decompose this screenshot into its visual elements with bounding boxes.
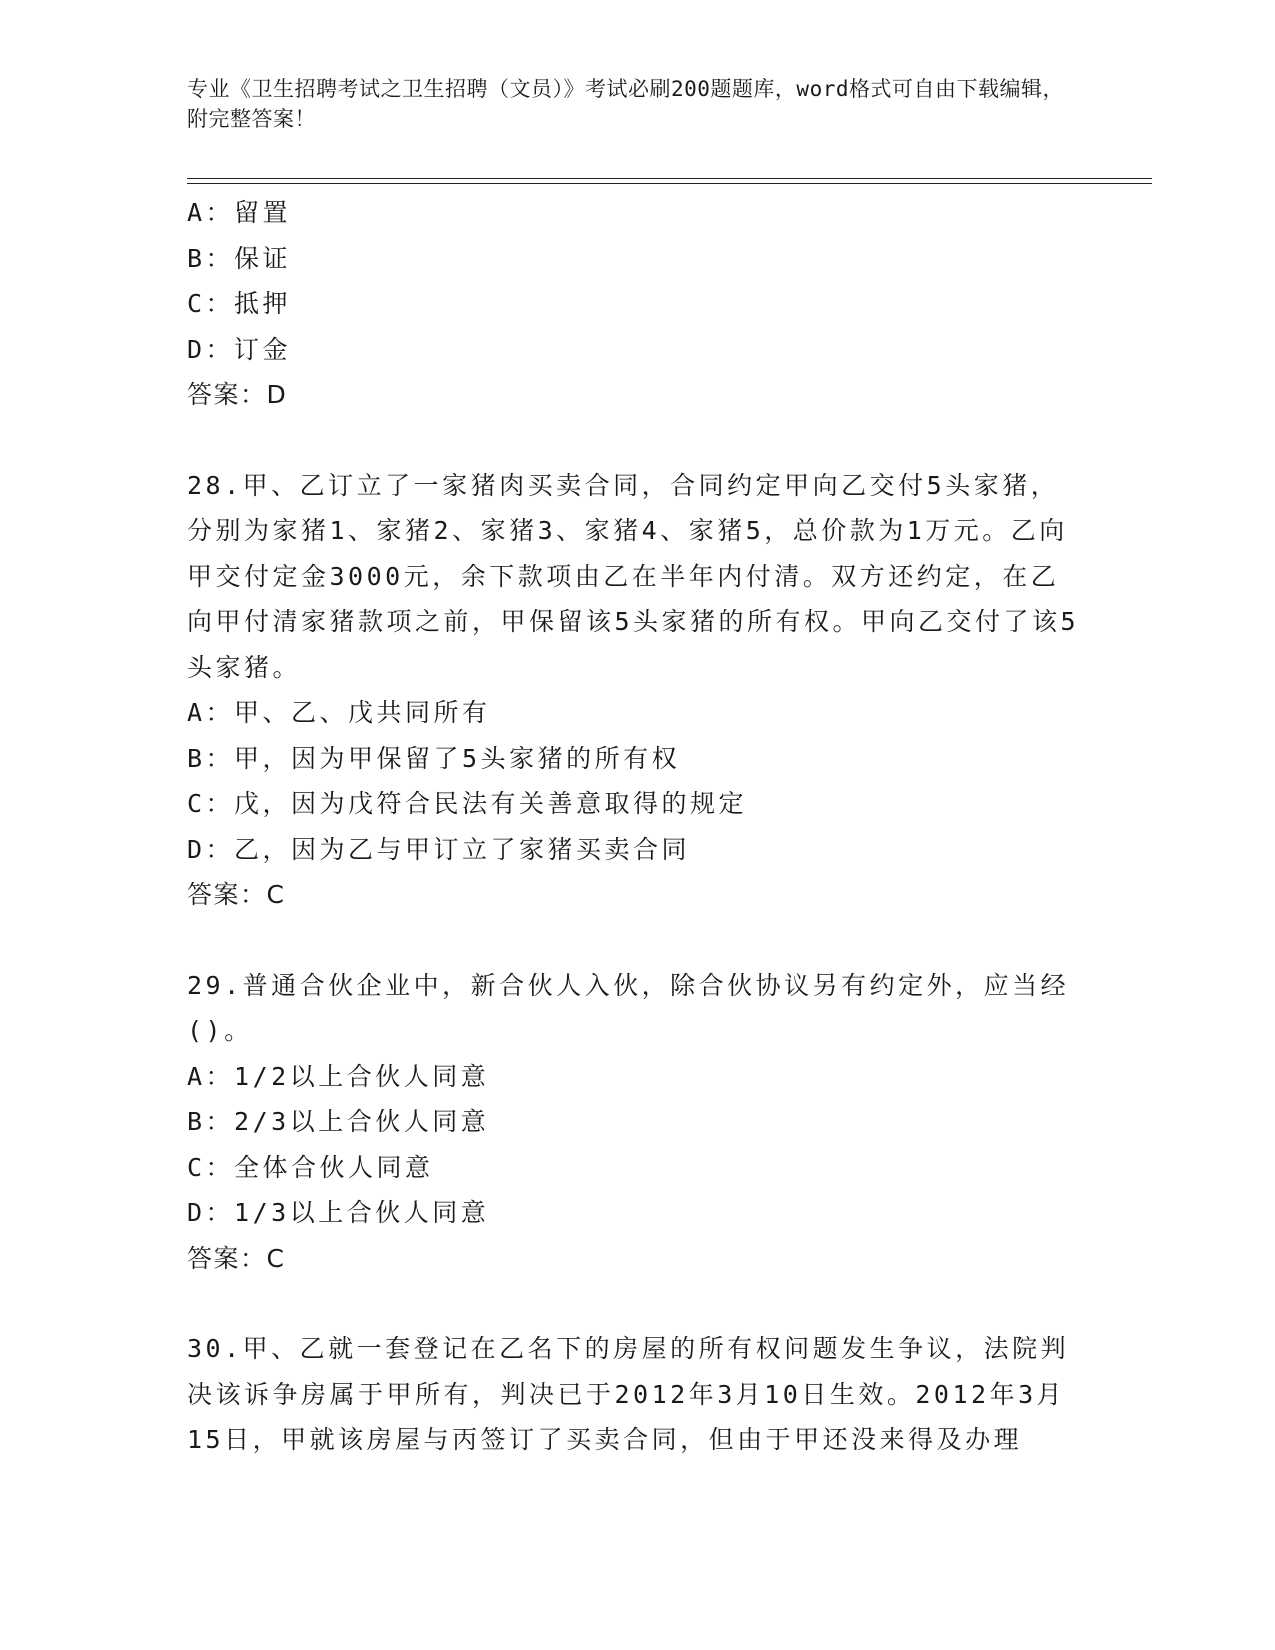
question-29 <box>187 963 1087 1282</box>
option-d: D：1/3以上合伙人同意 <box>187 1198 490 1227</box>
option-a: A：留置 <box>187 198 292 227</box>
question-30 <box>187 1326 1087 1463</box>
option-b: B：甲，因为甲保留了5头家猪的所有权 <box>187 743 681 773</box>
question-stem: 30.甲、乙就一套登记在乙名下的房屋的所有权问题发生争议，法院判决该诉争房属于甲所有，判决已于2012年3月10日生效。2012年3月15日，甲就该房屋与丙签订了买卖合同，但由于甲还没来得及办理 <box>187 1334 1070 1454</box>
option-b: B：保证 <box>187 243 292 273</box>
answer: 答案：C <box>187 1243 286 1273</box>
option-a: A：1/2以上合伙人同意 <box>187 1061 490 1091</box>
document-header: 专业《卫生招聘考试之卫生招聘（文员）》考试必刷200题题库，word格式可自由下载编辑，附完整答案！ <box>187 77 1064 131</box>
option-c: C：戊，因为戊符合民法有关善意取得的规定 <box>187 789 748 818</box>
option-a: A：甲、乙、戊共同所有 <box>187 698 491 727</box>
question-stem: 29.普通合伙企业中，新合伙人入伙，除合伙协议另有约定外，应当经()。 <box>187 970 1070 1045</box>
option-c: C：抵押 <box>187 289 292 318</box>
answer: 答案：D <box>187 380 288 409</box>
option-c: C：全体合伙人同意 <box>187 1152 434 1182</box>
question-28 <box>187 463 1087 918</box>
question-list <box>187 190 1087 1463</box>
option-d: D：订金 <box>187 334 292 364</box>
header-divider-top <box>187 178 1152 179</box>
header-divider-bottom <box>187 183 1152 184</box>
question-stem: 28.甲、乙订立了一家猪肉买卖合同，合同约定甲向乙交付5头家猪，分别为家猪1、家猪2、家猪3、家猪4、家猪5，总价款为1万元。乙向甲交付定金3000元，余下款项由乙在半年内付清。双方还约定，在乙向甲付清家猪款项之前，甲保留该5头家猪的所有权。甲向乙交付了该5头家猪。 <box>187 470 1080 682</box>
answer: 答案：C <box>187 880 286 909</box>
option-b: B：2/3以上合伙人同意 <box>187 1107 490 1136</box>
option-d: D：乙，因为乙与甲订立了家猪买卖合同 <box>187 834 691 864</box>
question-27 <box>187 190 1087 418</box>
